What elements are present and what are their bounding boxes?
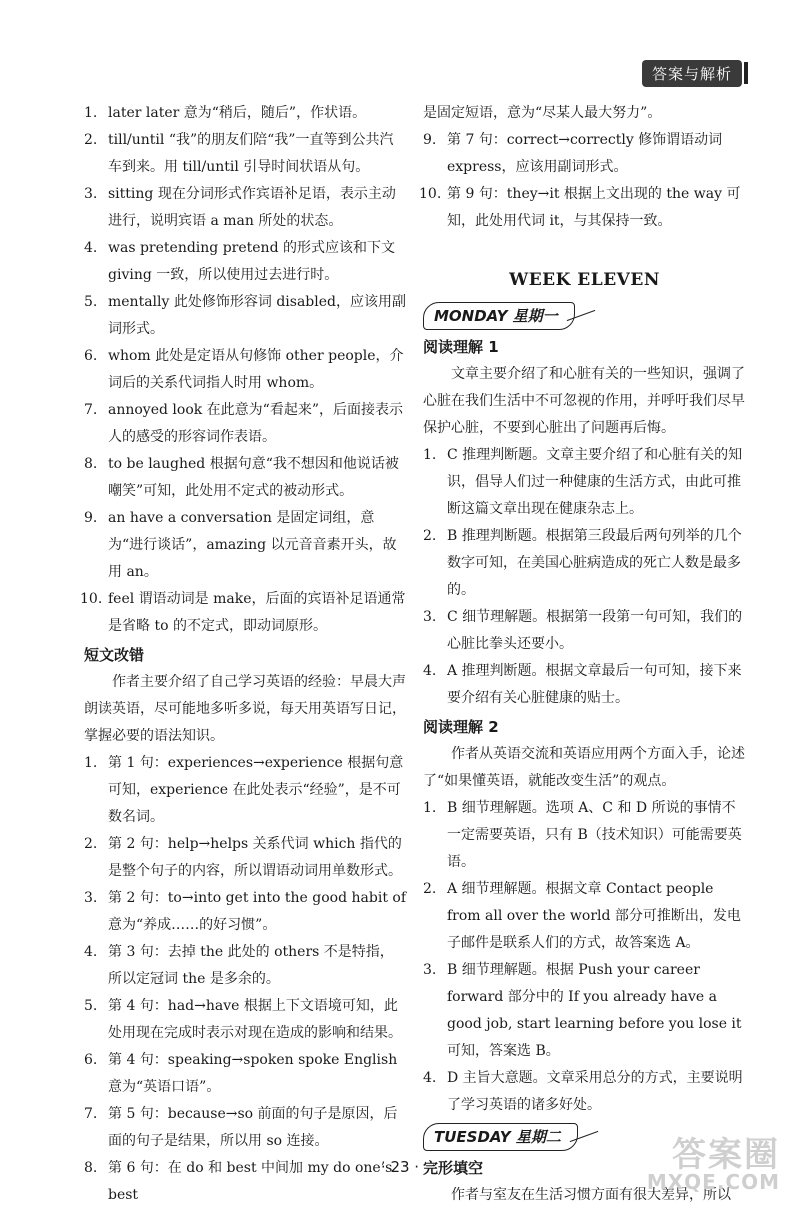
reading2-summary: 作者从英语交流和英语应用两个方面入手，论述了“如果懂英语，就能改变生活”的观点。 — [423, 746, 745, 789]
watermark-logo — [646, 1135, 780, 1194]
answer-number: 1. — [84, 755, 98, 771]
answer-item — [423, 523, 746, 604]
section-header-tag: 答案与解析 — [642, 60, 742, 87]
answer-text: B 推理判断题。根据第三段最后两句列举的几个数字可知，在美国心脏病造成的死亡人数是最多的。 — [447, 528, 742, 598]
answer-text: till/until “我”的朋友们陪“我”一直等到公共汽车到来。用 till/until 引导时间状语从句。 — [108, 132, 394, 175]
answer-text: B 细节理解题。选项 A、C 和 D 所说的事情不一定需要英语，只有 B（技术知识）可能需要英语。 — [447, 800, 742, 870]
answer-text: annoyed look 在此意为“看起来”，后面接表示人的感受的形容词作表语。 — [108, 402, 403, 445]
answer-item — [423, 795, 746, 876]
reading1-answer-list — [423, 442, 746, 712]
answer-number: 6. — [84, 348, 98, 364]
answer-text: later later 意为“稍后，随后”，作状语。 — [108, 105, 367, 121]
answer-number: 9. — [423, 132, 437, 148]
answer-number: 7. — [84, 402, 98, 418]
answer-item — [84, 343, 406, 397]
answer-item — [84, 100, 406, 127]
monday-label — [423, 302, 575, 330]
left-answer-list-a — [80, 100, 406, 640]
answer-text: 第 2 句：help→helps 关系代词 which 指代的是整个句子的内容，所以谓语动词用单数形式。 — [108, 836, 402, 879]
answer-text: D 主旨大意题。文章采用总分的方式，主要说明了学习英语的诸多好处。 — [447, 1070, 743, 1113]
watermark-url: MXQE.COM — [646, 1170, 780, 1194]
answer-number: 5. — [84, 998, 98, 1014]
answer-number: 3. — [423, 609, 437, 625]
answer-number: 3. — [423, 962, 437, 978]
reading1-summary: 文章主要介绍了和心脏有关的一些知识，强调了心脏在我们生活中不可忽视的作用，并呼吁我们尽早保护心脏，不要到心脏出了问题再后悔。 — [423, 366, 745, 436]
header-bar-decoration — [744, 62, 748, 84]
reading2-title: 阅读理解 2 — [423, 718, 499, 736]
section-title-error-correction: 短文改错 — [84, 646, 145, 664]
answer-text: feel 谓语动词是 make，后面的宾语补足语通常是省略 to 的不定式，即动词原形。 — [108, 591, 406, 634]
answer-number: 2. — [84, 132, 98, 148]
answer-text: to be laughed 根据句意“我不想因和他说话被嘲笑”可知，此处用不定式的被动形式。 — [108, 456, 399, 499]
answer-item — [423, 127, 746, 181]
answer-number: 1. — [423, 800, 437, 816]
answer-number: 2. — [423, 528, 437, 544]
answer-item — [423, 442, 746, 523]
right-answer-list-a — [419, 127, 746, 235]
answer-item — [84, 885, 406, 939]
answer-text: mentally 此处修饰形容词 disabled，应该用副词形式。 — [108, 294, 406, 337]
answer-number: 4. — [423, 663, 437, 679]
answer-item — [84, 1101, 406, 1155]
answer-text: an have a conversation 是固定词组，意为“进行谈话”，amazing 以元音音素开头，故用 an。 — [108, 510, 397, 580]
answer-item — [84, 235, 406, 289]
cloze-summary: 作者与室友在生活习惯方面有很大差异，所以 — [451, 1187, 731, 1203]
watermark-text: 答案圈 — [672, 1135, 780, 1175]
answer-text: 第 5 句：because→so 前面的句子是原因，后面的句子是结果，所以用 so 连接。 — [108, 1106, 398, 1149]
answer-text: C 细节理解题。根据第一段第一句可知，我们的心脏比拳头还要小。 — [447, 609, 743, 652]
answer-item — [423, 658, 746, 712]
answer-number: 3. — [84, 890, 98, 906]
error-correction-summary: 作者主要介绍了自己学习英语的经验：早晨大声朗读英语，尽可能地多听多说，每天用英语写日记，掌握必要的语法知识。 — [84, 674, 406, 744]
reading2-answer-list — [423, 795, 746, 1119]
tuesday-label — [423, 1123, 578, 1151]
answer-item — [84, 127, 406, 181]
continuation-text: 是固定短语，意为“尽某人最大努力”。 — [423, 105, 662, 121]
answer-number: 4. — [84, 944, 98, 960]
answer-number: 4. — [423, 1070, 437, 1086]
page-number: · 23 · — [380, 1158, 420, 1176]
left-answer-list-b — [84, 750, 406, 1209]
answer-item — [423, 604, 746, 658]
label-swoosh — [570, 1131, 599, 1142]
answer-number: 1. — [84, 105, 98, 121]
right-column — [419, 100, 746, 1209]
answer-item — [419, 181, 746, 235]
answer-item — [84, 993, 406, 1047]
answer-item — [84, 289, 406, 343]
answer-item — [423, 1065, 746, 1119]
answer-number: 1. — [423, 447, 437, 463]
answer-number: 10. — [419, 186, 442, 202]
answer-text: 第 4 句：had→have 根据上下文语境可知，此处用现在完成时表示对现在造成的影响和结果。 — [108, 998, 402, 1041]
label-swoosh — [566, 310, 595, 321]
answer-number: 2. — [84, 836, 98, 852]
answer-text: was pretending pretend 的形式应该和下文 giving 一致，所以使用过去进行时。 — [108, 240, 395, 283]
answer-number: 8. — [84, 456, 98, 472]
answer-text: 第 4 句：speaking→spoken spoke English 意为“英语口语”。 — [108, 1052, 398, 1095]
answer-text: C 推理判断题。文章主要介绍了和心脏有关的知识，倡导人们过一种健康的生活方式，由此可推断这篇文章出现在健康杂志上。 — [447, 447, 743, 517]
answer-item — [84, 750, 406, 831]
cloze-title: 完形填空 — [423, 1159, 484, 1177]
answer-number: 10. — [80, 591, 103, 607]
answer-text: whom 此处是定语从句修饰 other people，介词后的关系代词指人时用 whom。 — [108, 348, 404, 391]
answer-item — [84, 831, 406, 885]
answer-number: 4. — [84, 240, 98, 256]
answer-number: 7. — [84, 1106, 98, 1122]
answer-number: 3. — [84, 186, 98, 202]
answer-item — [84, 939, 406, 993]
answer-number: 2. — [423, 881, 437, 897]
answer-text: 第 2 句：to→into get into the good habit of 意为“养成……的好习惯”。 — [108, 890, 407, 933]
answer-number: 8. — [84, 1160, 98, 1176]
answer-text: sitting 现在分词形式作宾语补足语，表示主动进行，说明宾语 a man 所处的状态。 — [108, 186, 396, 229]
monday-label-text: MONDAY 星期一 — [434, 307, 558, 325]
answer-item — [423, 876, 746, 957]
answer-text: B 细节理解题。根据 Push your career forward 部分中的 If you already have a good job, start learning before you lose it 可知，答案选 B。 — [447, 962, 742, 1059]
answer-text: A 细节理解题。根据文章 Contact people from all over the world 部分可推断出，发电子邮件是联系人们的方式，故答案选 A。 — [447, 881, 741, 951]
answer-item — [84, 505, 406, 586]
answer-item — [84, 1047, 406, 1101]
answer-text: 第 1 句：experiences→experience 根据句意可知，experience 在此处表示“经验”，是不可数名词。 — [108, 755, 404, 825]
answer-text: A 推理判断题。根据文章最后一句可知，接下来要介绍有关心脏健康的贴士。 — [447, 663, 742, 706]
answer-number: 5. — [84, 294, 98, 310]
answer-text: 第 6 句：在 do 和 best 中间加 my do one’s best — [108, 1160, 393, 1203]
answer-item — [84, 451, 406, 505]
week-title: WEEK ELEVEN — [509, 270, 660, 290]
answer-item — [80, 586, 406, 640]
answer-number: 9. — [84, 510, 98, 526]
answer-number: 6. — [84, 1052, 98, 1068]
answer-item — [84, 181, 406, 235]
answer-text: 第 7 句：correct→correctly 修饰谓语动词 express，应该用副词形式。 — [447, 132, 723, 175]
reading1-title: 阅读理解 1 — [423, 338, 499, 356]
answer-item — [423, 957, 746, 1065]
answer-text: 第 3 句：去掉 the 此处的 others 不是特指，所以定冠词 the 是多余的。 — [108, 944, 394, 987]
answer-text: 第 9 句：they→it 根据上文出现的 the way 可知，此处用代词 it，与其保持一致。 — [447, 186, 741, 229]
left-column — [80, 100, 407, 1209]
tuesday-label-text: TUESDAY 星期二 — [434, 1128, 561, 1146]
answer-item — [84, 397, 406, 451]
